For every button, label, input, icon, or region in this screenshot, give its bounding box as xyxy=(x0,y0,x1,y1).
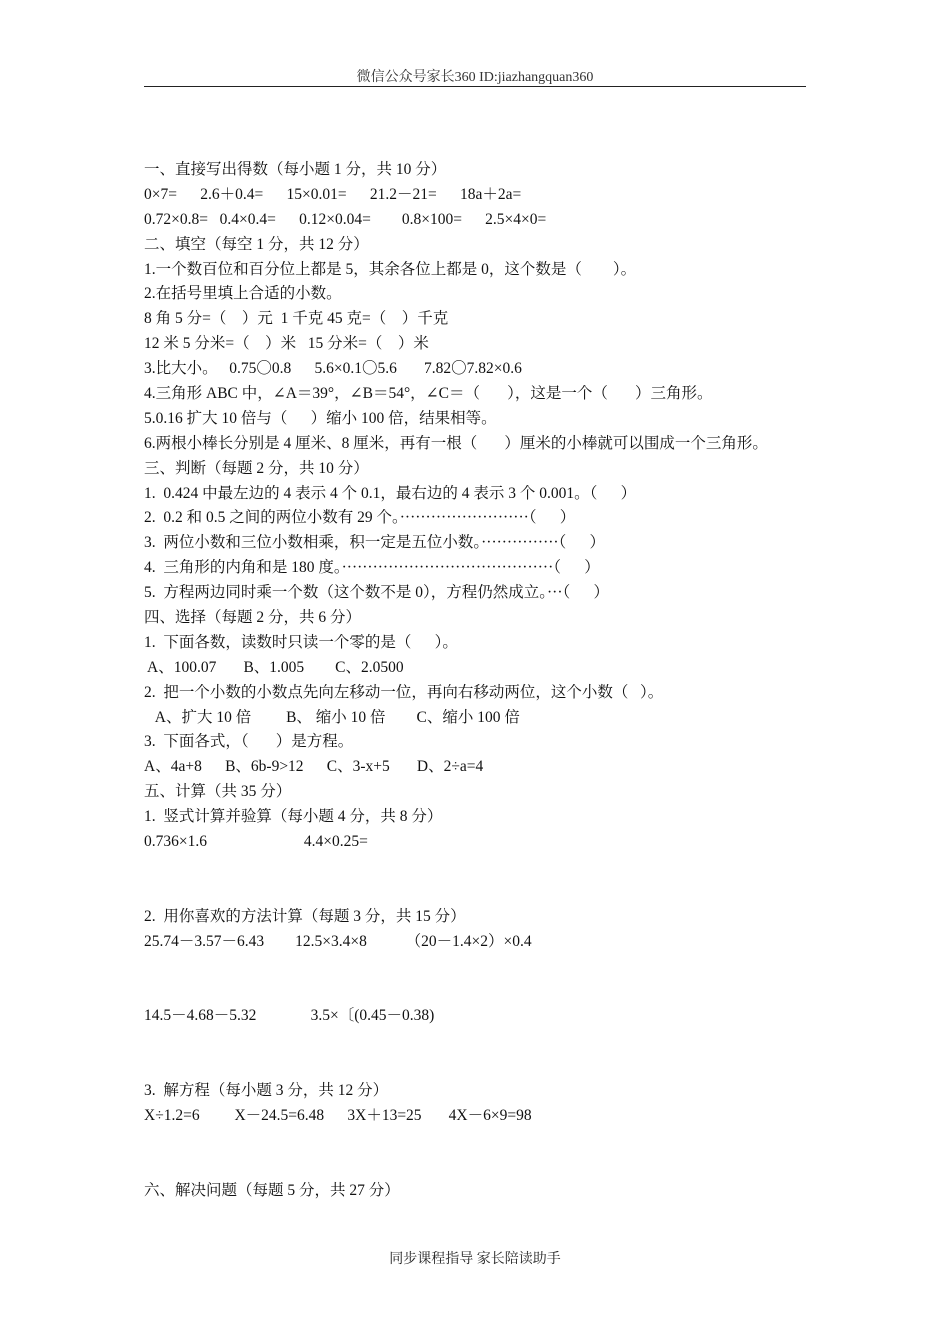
blank-line xyxy=(144,1129,824,1154)
worksheet-line: 8 角 5 分=（ ）元 1 千克 45 克=（ ）千克 xyxy=(144,310,449,328)
worksheet-line: 3. 下面各式，（ ）是方程。 xyxy=(144,733,354,751)
worksheet-line: 1. 竖式计算并验算（每小题 4 分，共 8 分） xyxy=(144,808,443,826)
worksheet-line: 2.在括号里填上合适的小数。 xyxy=(144,285,342,303)
worksheet-line: 12 米 5 分米=（ ）米 15 分米=（ ）米 xyxy=(144,335,429,353)
header-divider xyxy=(144,86,806,87)
worksheet-line: 25.74－3.57－6.43 12.5×3.4×8 （20－1.4×2）×0.4 xyxy=(144,932,532,950)
page-header: 微信公众号家长360 ID:jiazhangquan360 xyxy=(356,70,594,85)
worksheet-line: 3. 解方程（每小题 3 分，共 12 分） xyxy=(144,1081,389,1099)
worksheet-line: 六、解决问题（每题 5 分，共 27 分） xyxy=(144,1181,400,1199)
worksheet-line: 0×7= 2.6＋0.4= 15×0.01= 21.2－21= 18a＋2a= xyxy=(144,185,522,203)
worksheet-line: 1. 下面各数，读数时只读一个零的是（ ）。 xyxy=(144,633,458,651)
worksheet-line: 5.0.16 扩大 10 倍与（ ）缩小 100 倍，结果相等。 xyxy=(144,409,497,427)
blank-line xyxy=(144,1054,824,1079)
worksheet-line: A、扩大 10 倍 B、 缩小 10 倍 C、缩小 100 倍 xyxy=(144,708,520,726)
worksheet-line: A、4a+8 B、6b-9>12 C、3-x+5 D、2÷a=4 xyxy=(144,758,484,776)
worksheet-line: 4. 三角形的内角和是 180 度。·········································（ ） xyxy=(144,559,600,577)
blank-line xyxy=(144,855,824,880)
worksheet-line: 14.5－4.68－5.32 3.5×〔(0.45－0.38) xyxy=(144,1007,435,1025)
blank-line xyxy=(144,979,824,1004)
worksheet-line: 一、直接写出得数（每小题 1 分，共 10 分） xyxy=(144,161,447,178)
worksheet-line: 3.比大小。 0.75〇0.8 5.6×0.1〇5.6 7.82〇7.82×0.6 xyxy=(144,360,522,378)
worksheet-line: 3. 两位小数和三位小数相乘，积一定是五位小数。···············（ ） xyxy=(144,534,606,552)
blank-line xyxy=(144,1154,824,1179)
worksheet-line: 二、填空（每空 1 分，共 12 分） xyxy=(144,235,369,253)
worksheet-body xyxy=(144,158,824,1203)
worksheet-line: 0.72×0.8= 0.4×0.4= 0.12×0.04= 0.8×100= 2.5×4×0= xyxy=(144,210,547,228)
worksheet-line: 四、选择（每题 2 分，共 6 分） xyxy=(144,609,362,627)
blank-line xyxy=(144,880,824,905)
worksheet-line: 6.两根小棒长分别是 4 厘米、8 厘米，再有一根（ ）厘米的小棒就可以围成一个三角形。 xyxy=(144,434,768,452)
page-footer: 同步课程指导 家长陪读助手 xyxy=(389,1252,561,1267)
worksheet-line: A、100.07 B、1.005 C、2.0500 xyxy=(144,658,404,676)
worksheet-line: 5. 方程两边同时乘一个数（这个数不是 0），方程仍然成立。···（ ） xyxy=(144,584,609,602)
worksheet-line: X÷1.2=6 X－24.5=6.48 3X＋13=25 4X－6×9=98 xyxy=(144,1106,532,1124)
worksheet-line: 1. 0.424 中最左边的 4 表示 4 个 0.1，最右边的 4 表示 3 个 0.001。（ ） xyxy=(144,484,637,502)
blank-line xyxy=(144,1029,824,1054)
worksheet-line: 1.一个数百位和百分位上都是 5，其余各位上都是 0，这个数是（ ）。 xyxy=(144,260,637,278)
worksheet-line: 2. 用你喜欢的方法计算（每题 3 分，共 15 分） xyxy=(144,907,466,925)
worksheet-line: 2. 0.2 和 0.5 之间的两位小数有 29 个。·························（ ） xyxy=(144,509,576,527)
worksheet-line: 0.736×1.6 4.4×0.25= xyxy=(144,833,368,851)
worksheet-line: 2. 把一个小数的小数点先向左移动一位，再向右移动两位，这个小数（ ）。 xyxy=(144,683,664,701)
worksheet-line: 五、计算（共 35 分） xyxy=(144,783,292,801)
worksheet-line: 三、判断（每题 2 分，共 10 分） xyxy=(144,459,369,477)
worksheet-line: 4.三角形 ABC 中，∠A＝39°，∠B＝54°，∠C＝（ ），这是一个（ ）三角形。 xyxy=(144,385,713,403)
blank-line xyxy=(144,955,824,980)
